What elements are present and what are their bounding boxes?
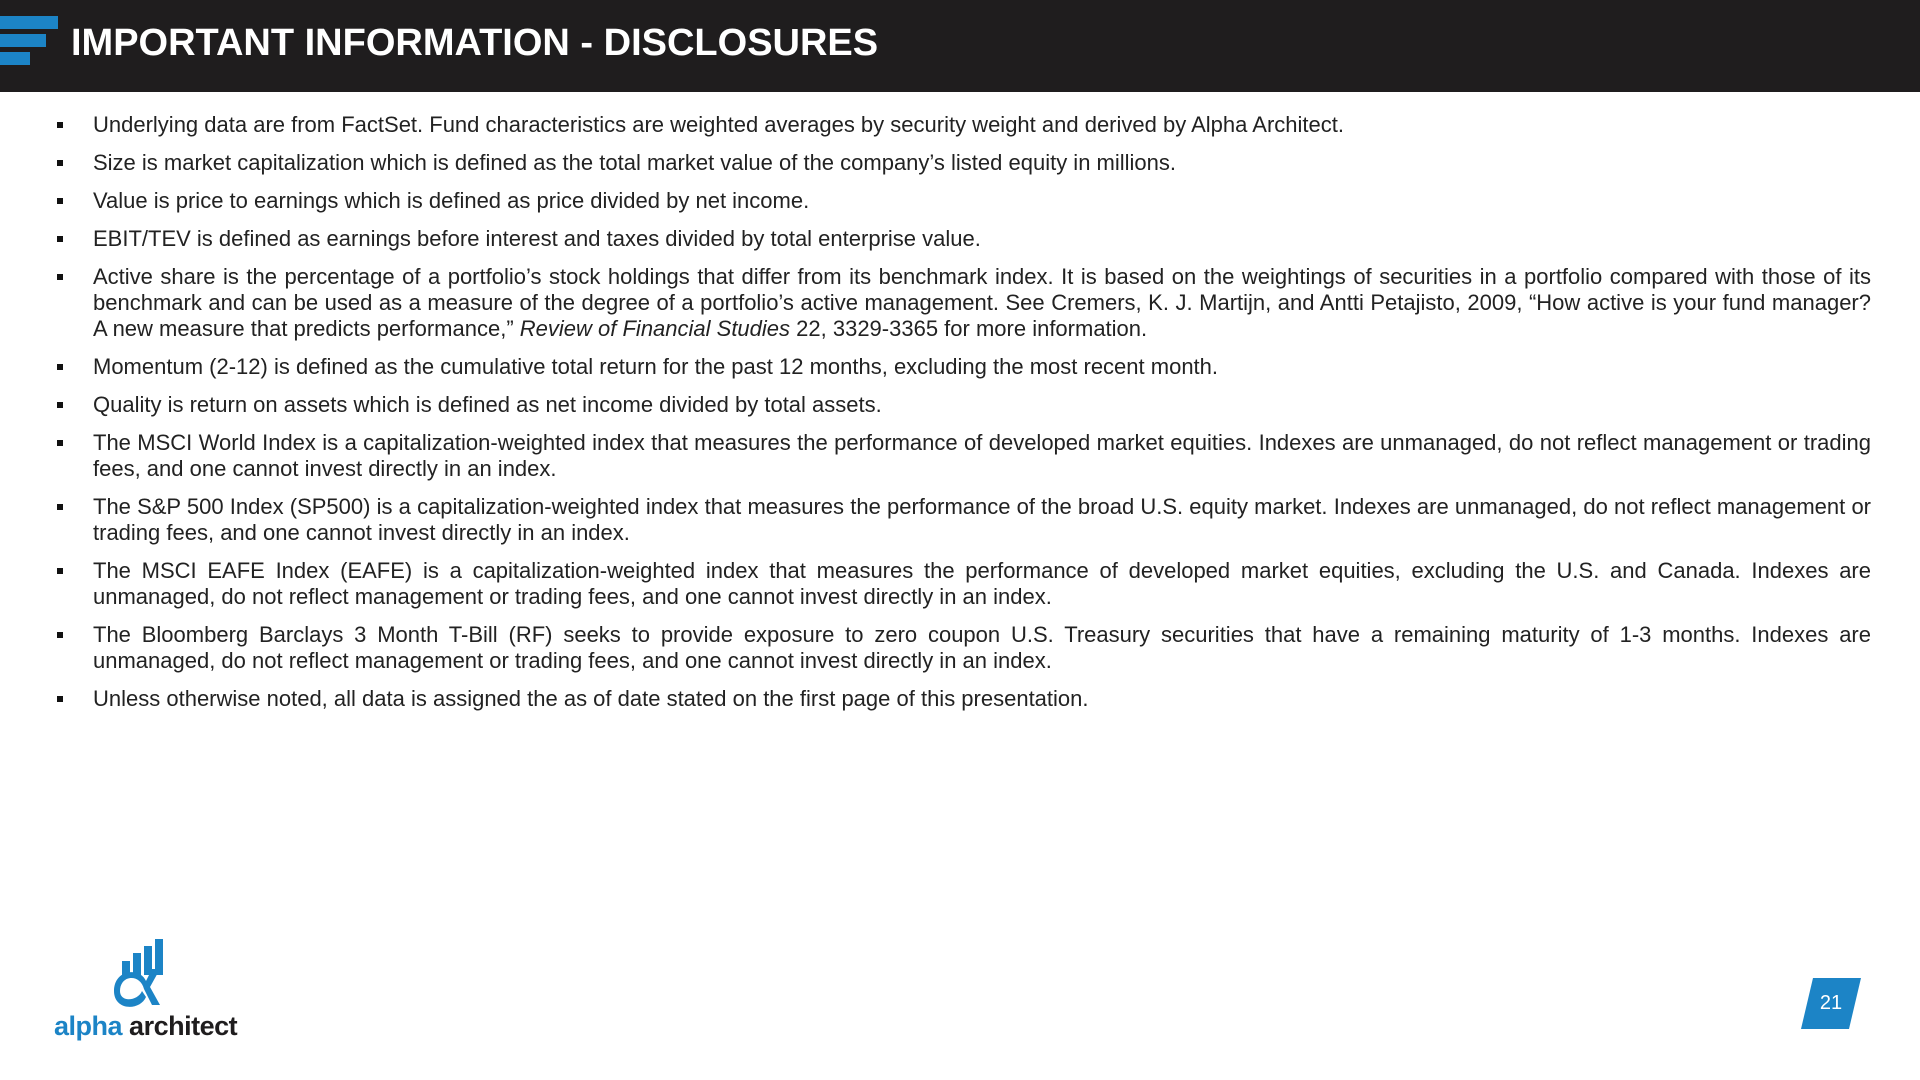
page-number-badge (1801, 978, 1861, 1029)
list-item (56, 430, 1871, 482)
alpha-bars-logo-icon (114, 939, 174, 1011)
page-title: IMPORTANT INFORMATION - DISCLOSURES (71, 22, 879, 64)
list-item (56, 686, 1871, 712)
logo-word-alpha: alpha (54, 1011, 123, 1041)
square-bullet-icon (57, 122, 63, 128)
disclosure-text: Unless otherwise noted, all data is assigned the as of date stated on the first page of this presentation. (93, 686, 1089, 711)
square-bullet-icon (57, 274, 63, 280)
square-bullet-icon (57, 504, 63, 510)
square-bullet-icon (57, 236, 63, 242)
list-item (56, 558, 1871, 610)
list-item (56, 622, 1871, 674)
square-bullet-icon (57, 364, 63, 370)
square-bullet-icon (57, 198, 63, 204)
list-item (56, 354, 1871, 380)
disclosure-text: Quality is return on assets which is defined as net income divided by total assets. (93, 392, 882, 417)
list-item (56, 112, 1871, 138)
logo-wordmark (54, 1011, 237, 1042)
alpha-architect-logo (52, 935, 242, 1045)
list-item (56, 226, 1871, 252)
square-bullet-icon (57, 568, 63, 574)
disclosure-text: Underlying data are from FactSet. Fund characteristics are weighted averages by security weight and derived by Alpha Architect. (93, 112, 1344, 137)
logo-word-architect: architect (129, 1011, 238, 1041)
header-bar (0, 0, 1920, 92)
disclosure-text: Momentum (2-12) is defined as the cumulative total return for the past 12 months, excluding the most recent month. (93, 354, 1219, 379)
disclosure-text: Size is market capitalization which is defined as the total market value of the company’s listed equity in millions. (93, 150, 1177, 175)
square-bullet-icon (57, 696, 63, 702)
disclosure-text: EBIT/TEV is defined as earnings before interest and taxes divided by total enterprise value. (93, 226, 981, 251)
square-bullet-icon (57, 160, 63, 166)
disclosure-text: The MSCI EAFE Index (EAFE) is a capitalization-weighted index that measures the performance of developed market equities, excluding the U.S. and Canada. Indexes are unmanaged, do not reflect management or trading fees, and one cannot invest directly in an index. (93, 558, 1871, 609)
list-item (56, 264, 1871, 342)
list-item (56, 150, 1871, 176)
journal-title: Review of Financial Studies (519, 316, 791, 341)
disclosure-list (56, 112, 1871, 724)
list-item (56, 188, 1871, 214)
disclosure-text-main: Active share is the percentage of a portfolio’s stock holdings that differ from its benchmark index. It is based on the weightings of securities in a portfolio compared with those of its benchmark and can be used as a measure of the degree of a portfolio’s active management. See Cremers, K. J. Martijn, and Antti Petajisto, 2009, “How active is your fund manager? A new measure that predicts performance,” (93, 264, 1871, 341)
disclosure-text: The MSCI World Index is a capitalization-weighted index that measures the performance of developed market equities. Indexes are unmanaged, do not reflect management or trading fees, and one cannot invest directly in an index. (93, 430, 1871, 481)
disclosure-text-tail: 22, 3329-3365 for more information. (796, 316, 1148, 341)
disclosure-text: The S&P 500 Index (SP500) is a capitalization-weighted index that measures the performance of the broad U.S. equity market. Indexes are unmanaged, do not reflect management or trading fees, and one cannot invest directly in an index. (93, 494, 1871, 545)
square-bullet-icon (57, 440, 63, 446)
disclosure-text: The Bloomberg Barclays 3 Month T-Bill (RF) seeks to provide exposure to zero coupon U.S. Treasury securities that have a remaining maturity of 1-3 months. Indexes are unmanaged, do not reflect management or trading fees, and one cannot invest directly in an index. (93, 622, 1871, 673)
disclosure-text: Value is price to earnings which is defined as price divided by net income. (93, 188, 810, 213)
list-item (56, 392, 1871, 418)
list-item (56, 494, 1871, 546)
page-number: 21 (1819, 992, 1843, 1014)
square-bullet-icon (57, 632, 63, 638)
brand-stripes-icon (0, 16, 58, 66)
disclosure-text (93, 264, 1871, 341)
square-bullet-icon (57, 402, 63, 408)
